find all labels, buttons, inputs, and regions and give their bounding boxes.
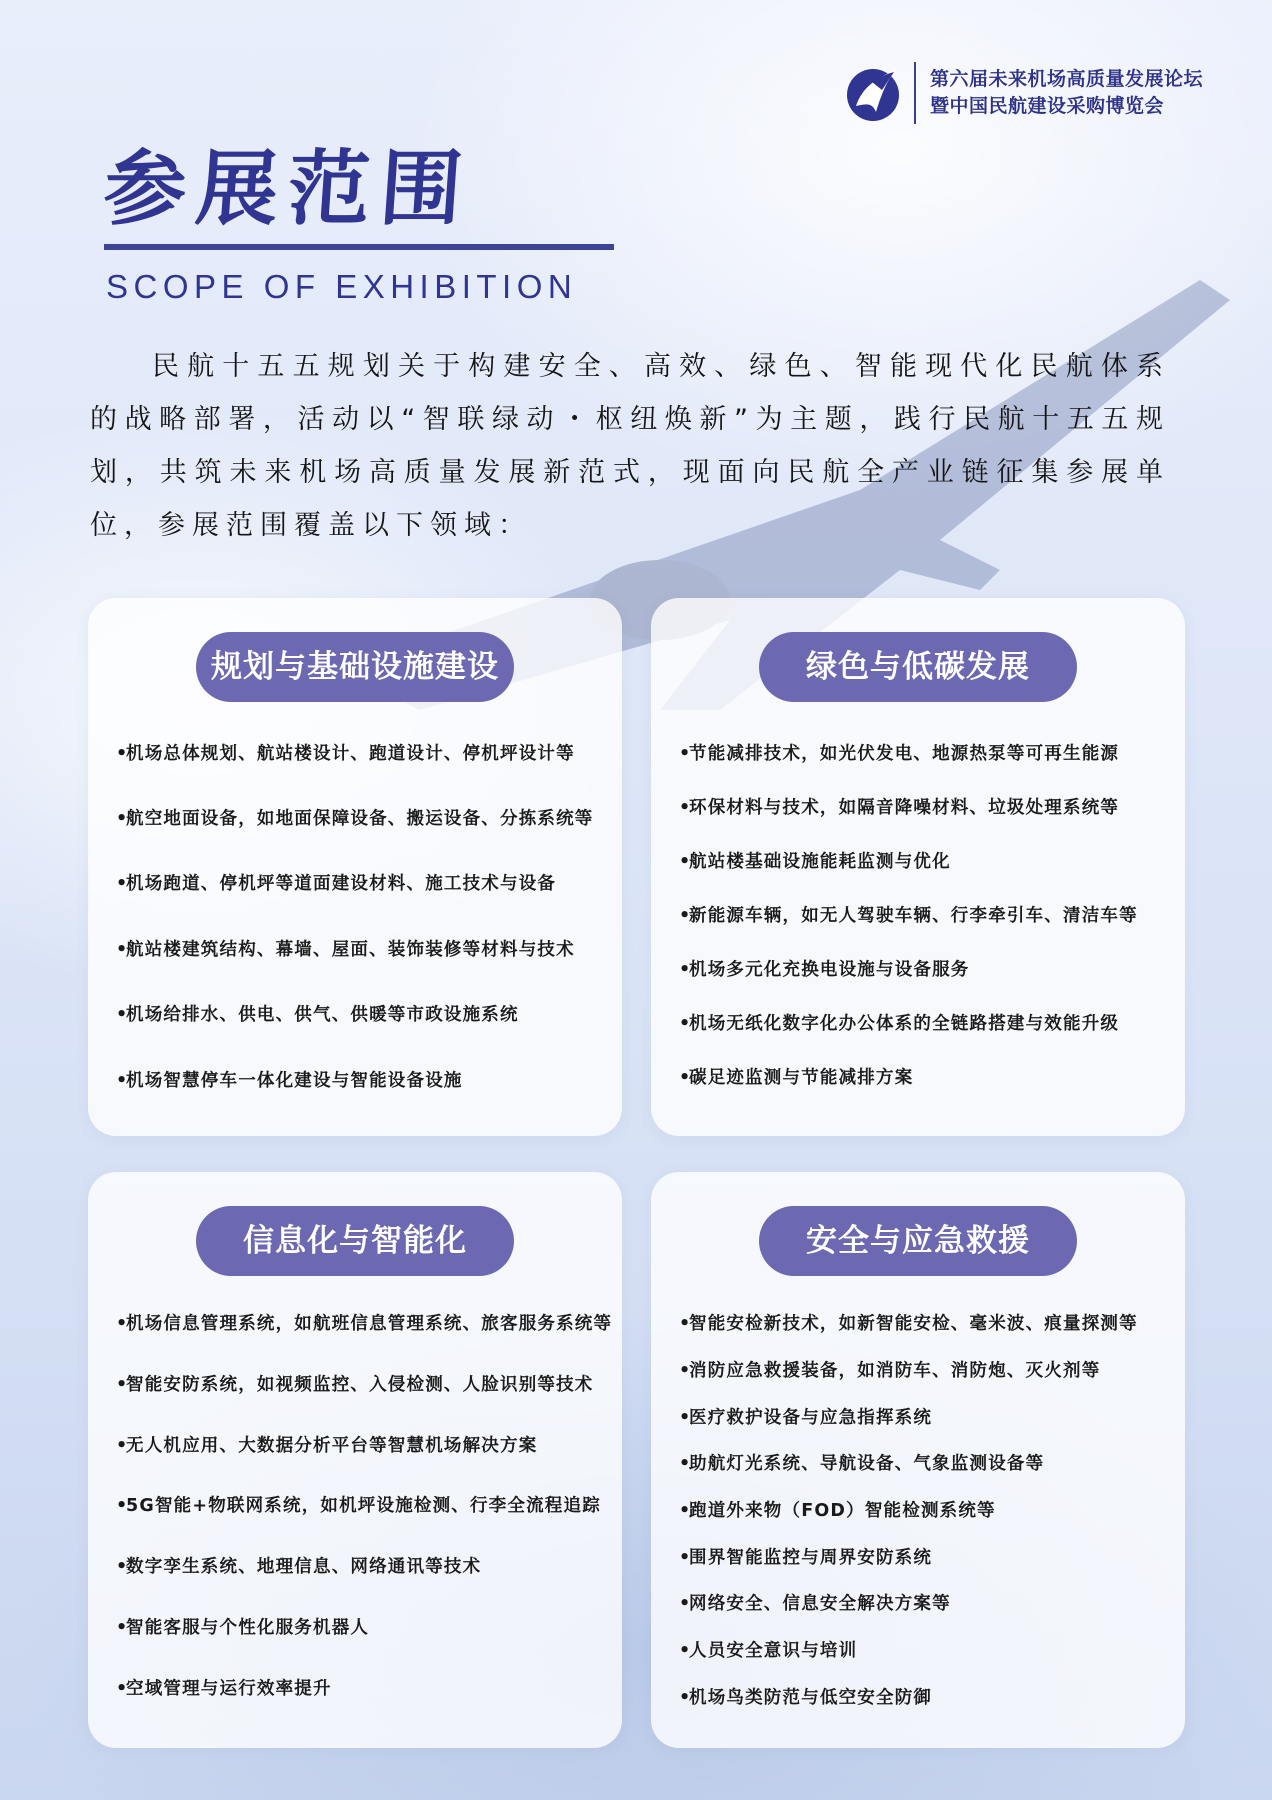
list-item: [679, 794, 1175, 819]
bullet-icon: •: [679, 1068, 692, 1088]
bullet-icon: •: [679, 798, 692, 818]
list-item: [116, 1067, 612, 1092]
list-item-text: 围界智能监控与周界安防系统: [689, 1548, 933, 1568]
list-item-text: 航站楼基础设施能耗监测与优化: [689, 852, 951, 872]
list-item: [116, 1432, 612, 1457]
list-item: [679, 956, 1175, 981]
bullet-icon: •: [116, 1618, 129, 1638]
list-item: [116, 1371, 612, 1396]
list-item: [116, 1310, 612, 1335]
bullet-icon: •: [116, 940, 129, 960]
list-item: [679, 1684, 1175, 1709]
list-item-text: 数字孪生系统、地理信息、网络通讯等技术: [126, 1557, 482, 1577]
intro-paragraph: 民航十五五规划关于构建安全、高效、绿色、智能现代化民航体系的战略部署，活动以“智联绿动・枢纽焕新”为主题，践行民航十五五规划，共筑未来机场高质量发展新范式，现面向民航全产业链征集参展单位，参展范围覆盖以下领域：: [90, 351, 1170, 541]
bullet-icon: •: [679, 1641, 692, 1661]
list-item: [679, 1010, 1175, 1035]
bullet-icon: •: [679, 852, 692, 872]
list-item: [116, 870, 612, 895]
bullet-icon: •: [679, 1454, 692, 1474]
list-item: [679, 1590, 1175, 1615]
logo-line-1: 第六届未来机场高质量发展论坛: [930, 68, 1204, 90]
list-item: [116, 1492, 612, 1517]
list-item: [679, 1497, 1175, 1522]
list-item-text: 机场无纸化数字化办公体系的全链路搭建与效能升级: [689, 1014, 1120, 1034]
bullet-icon: •: [679, 1548, 692, 1568]
list-item: [679, 1310, 1175, 1335]
bullet-icon: •: [116, 809, 129, 829]
bullet-icon: •: [116, 1005, 129, 1025]
logo-divider: [914, 62, 916, 124]
section-card-planning: [88, 598, 622, 1136]
bullet-icon: •: [679, 744, 692, 764]
bullet-icon: •: [679, 1014, 692, 1034]
bullet-icon: •: [116, 1314, 129, 1334]
section-card-safety: [651, 1172, 1185, 1748]
bullet-icon: •: [116, 1557, 129, 1577]
bullet-icon: •: [116, 1375, 129, 1395]
bullet-icon: •: [116, 1436, 129, 1456]
list-item-text: 机场信息管理系统，如航班信息管理系统、旅客服务系统等: [126, 1314, 613, 1334]
page-subtitle-en: SCOPE OF EXHIBITION: [106, 268, 578, 305]
list-item-text: 助航灯光系统、导航设备、气象监测设备等: [689, 1454, 1045, 1474]
bullet-icon: •: [116, 1679, 129, 1699]
bullet-icon: •: [679, 1501, 692, 1521]
bullet-icon: •: [116, 744, 129, 764]
logo-line-2: 暨中国民航建设采购博览会: [930, 95, 1165, 117]
list-item-text: 智能安检新技术，如新智能安检、毫米波、痕量探测等: [689, 1314, 1138, 1334]
logo-mark-icon: [842, 62, 904, 124]
list-item-text: 5G智能+物联网系统，如机坪设施检测、行李全流程追踪: [126, 1496, 601, 1516]
list-item-text: 机场给排水、供电、供气、供暖等市政设施系统: [126, 1005, 519, 1025]
list-item-text: 机场跑道、停机坪等道面建设材料、施工技术与设备: [126, 874, 557, 894]
bullet-icon: •: [679, 1361, 692, 1381]
section-title-pill: 规划与基础设施建设: [196, 632, 514, 702]
list-item-text: 智能安防系统，如视频监控、入侵检测、人脸识别等技术: [126, 1375, 594, 1395]
list-item-text: 智能客服与个性化服务机器人: [126, 1618, 370, 1638]
list-item: [679, 1637, 1175, 1662]
list-item: [679, 1404, 1175, 1429]
list-item: [679, 848, 1175, 873]
list-item-text: 机场总体规划、航站楼设计、跑道设计、停机坪设计等: [126, 744, 575, 764]
bullet-icon: •: [679, 906, 692, 926]
list-item-text: 航空地面设备，如地面保障设备、搬运设备、分拣系统等: [126, 809, 594, 829]
page-title: 参展范围: [100, 142, 476, 237]
list-item-text: 无人机应用、大数据分析平台等智慧机场解决方案: [126, 1436, 538, 1456]
list-item-text: 消防应急救援装备，如消防车、消防炮、灭火剂等: [689, 1361, 1101, 1381]
list-item: [679, 1357, 1175, 1382]
list-item: [679, 1544, 1175, 1569]
section-card-green: [651, 598, 1185, 1136]
list-item-text: 网络安全、信息安全解决方案等: [689, 1594, 951, 1614]
bullet-icon: •: [679, 1688, 692, 1708]
list-item-text: 医疗救护设备与应急指挥系统: [689, 1408, 933, 1428]
list-item-text: 机场智慧停车一体化建设与智能设备设施: [126, 1071, 463, 1091]
list-item-text: 新能源车辆，如无人驾驶车辆、行李牵引车、清洁车等: [689, 906, 1138, 926]
section-title-pill: 绿色与低碳发展: [759, 632, 1077, 702]
list-item-text: 跑道外来物（FOD）智能检测系统等: [689, 1501, 996, 1521]
list-item-text: 空域管理与运行效率提升: [126, 1679, 332, 1699]
list-item-text: 航站楼建筑结构、幕墙、屋面、装饰装修等材料与技术: [126, 940, 575, 960]
list-item-text: 机场多元化充换电设施与设备服务: [689, 960, 970, 980]
list-item: [116, 805, 612, 830]
list-item-text: 人员安全意识与培训: [689, 1641, 858, 1661]
list-item: [116, 740, 612, 765]
list-item: [679, 1064, 1175, 1089]
bullet-icon: •: [116, 1496, 129, 1516]
event-logo: [842, 62, 1203, 124]
list-item-text: 机场鸟类防范与低空安全防御: [689, 1688, 933, 1708]
list-item: [679, 1450, 1175, 1475]
section-card-it: [88, 1172, 622, 1748]
bullet-icon: •: [679, 1314, 692, 1334]
logo-text: [930, 66, 1203, 120]
bullet-icon: •: [679, 1408, 692, 1428]
section-title-pill: 安全与应急救援: [759, 1206, 1077, 1276]
bullet-icon: •: [679, 1594, 692, 1614]
list-item: [116, 1001, 612, 1026]
list-item: [679, 902, 1175, 927]
list-item: [116, 1675, 612, 1700]
title-underline: [104, 244, 614, 250]
list-item-text: 环保材料与技术，如隔音降噪材料、垃圾处理系统等: [689, 798, 1120, 818]
bullet-icon: •: [679, 960, 692, 980]
list-item: [116, 1553, 612, 1578]
list-item: [679, 740, 1175, 765]
list-item-text: 节能减排技术，如光伏发电、地源热泵等可再生能源: [689, 744, 1120, 764]
list-item-text: 碳足迹监测与节能减排方案: [689, 1068, 914, 1088]
bullet-icon: •: [116, 874, 129, 894]
bullet-icon: •: [116, 1071, 129, 1091]
section-title-pill: 信息化与智能化: [196, 1206, 514, 1276]
list-item: [116, 936, 612, 961]
list-item: [116, 1614, 612, 1639]
